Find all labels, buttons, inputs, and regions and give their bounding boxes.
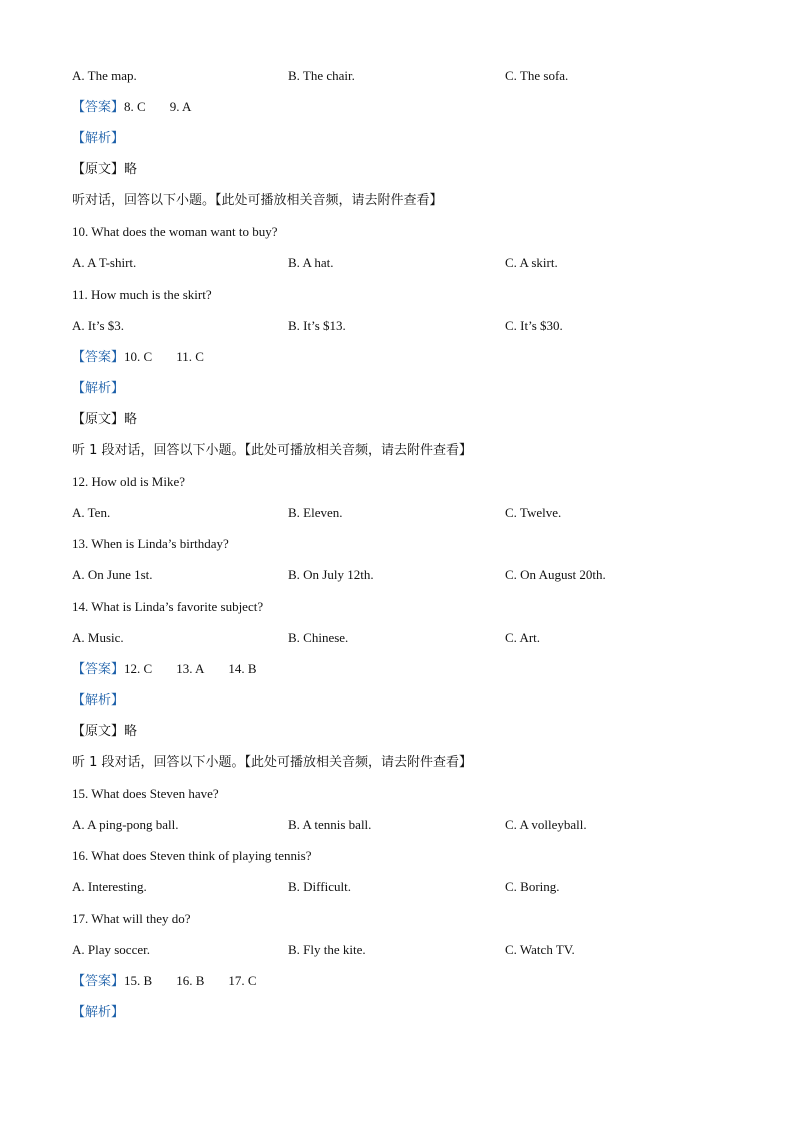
option-a: A. Ten. — [72, 505, 111, 520]
question-17: 17. What will they do? — [72, 911, 191, 926]
question-14: 14. What is Linda’s favorite subject? — [72, 599, 264, 614]
original-label: 【原文】 — [72, 162, 125, 177]
answer-item: 9. A — [169, 99, 192, 114]
option-a: A. Music. — [72, 630, 124, 645]
answer-label: 【答案】 — [72, 100, 125, 115]
option-c: C. It’s $30. — [505, 318, 563, 333]
listen-instruction: 听对话，回答以下小题。【此处可播放相关音频，请去附件查看】 — [72, 193, 443, 208]
answer-line-12-14 — [72, 661, 257, 678]
option-a: A. It’s $3. — [72, 318, 124, 333]
option-a: A. On June 1st. — [72, 567, 153, 582]
option-c: C. The sofa. — [505, 68, 569, 83]
option-c: C. Watch TV. — [505, 942, 575, 957]
option-b: B. The chair. — [288, 68, 355, 83]
answer-item: 13. A — [176, 661, 205, 676]
answer-item: 10. C — [124, 349, 153, 364]
analysis-line — [72, 1004, 124, 1021]
question-12: 12. How old is Mike? — [72, 474, 186, 489]
option-b: B. Difficult. — [288, 879, 351, 894]
original-line — [72, 411, 137, 428]
answer-line-10-11 — [72, 349, 204, 366]
option-b: B. Chinese. — [288, 630, 349, 645]
original-label: 【原文】 — [72, 412, 125, 427]
question-16: 16. What does Steven think of playing tennis? — [72, 848, 312, 863]
analysis-label: 【解析】 — [72, 693, 125, 708]
answer-item: 11. C — [176, 349, 204, 364]
original-text: 略 — [124, 162, 138, 177]
answer-label: 【答案】 — [72, 350, 125, 365]
option-a: A. Interesting. — [72, 879, 147, 894]
answer-item: 15. B — [124, 973, 153, 988]
option-b: B. A tennis ball. — [288, 817, 372, 832]
analysis-line — [72, 692, 124, 709]
option-c: C. On August 20th. — [505, 567, 606, 582]
answer-label: 【答案】 — [72, 974, 125, 989]
analysis-label: 【解析】 — [72, 1005, 125, 1020]
option-b: B. Fly the kite. — [288, 942, 366, 957]
question-13: 13. When is Linda’s birthday? — [72, 536, 229, 551]
option-b: B. On July 12th. — [288, 567, 374, 582]
answer-item: 16. B — [176, 973, 205, 988]
option-b: B. A hat. — [288, 255, 334, 270]
original-label: 【原文】 — [72, 724, 125, 739]
answer-item: 17. C — [228, 973, 257, 988]
analysis-label: 【解析】 — [72, 131, 125, 146]
question-11: 11. How much is the skirt? — [72, 287, 212, 302]
question-10: 10. What does the woman want to buy? — [72, 224, 278, 239]
option-a: A. The map. — [72, 68, 137, 83]
answer-item: 14. B — [228, 661, 257, 676]
option-c: C. Art. — [505, 630, 541, 645]
option-a: A. A T-shirt. — [72, 255, 137, 270]
option-a: A. Play soccer. — [72, 942, 150, 957]
analysis-line — [72, 130, 124, 147]
option-b: B. It’s $13. — [288, 318, 346, 333]
option-c: C. Twelve. — [505, 505, 562, 520]
answer-line-8-9 — [72, 99, 191, 116]
analysis-label: 【解析】 — [72, 381, 125, 396]
answer-item: 12. C — [124, 661, 153, 676]
original-line — [72, 161, 137, 178]
listen-instruction: 听 1 段对话，回答以下小题。【此处可播放相关音频，请去附件查看】 — [72, 443, 473, 458]
option-b: B. Eleven. — [288, 505, 343, 520]
option-c: C. Boring. — [505, 879, 560, 894]
question-15: 15. What does Steven have? — [72, 786, 219, 801]
option-c: C. A skirt. — [505, 255, 558, 270]
answer-line-15-17 — [72, 973, 257, 990]
answer-item: 8. C — [124, 99, 146, 114]
original-text: 略 — [124, 724, 138, 739]
option-a: A. A ping-pong ball. — [72, 817, 179, 832]
analysis-line — [72, 380, 124, 397]
listen-instruction: 听 1 段对话，回答以下小题。【此处可播放相关音频，请去附件查看】 — [72, 755, 473, 770]
option-c: C. A volleyball. — [505, 817, 587, 832]
original-text: 略 — [124, 412, 138, 427]
original-line — [72, 723, 137, 740]
answer-label: 【答案】 — [72, 662, 125, 677]
